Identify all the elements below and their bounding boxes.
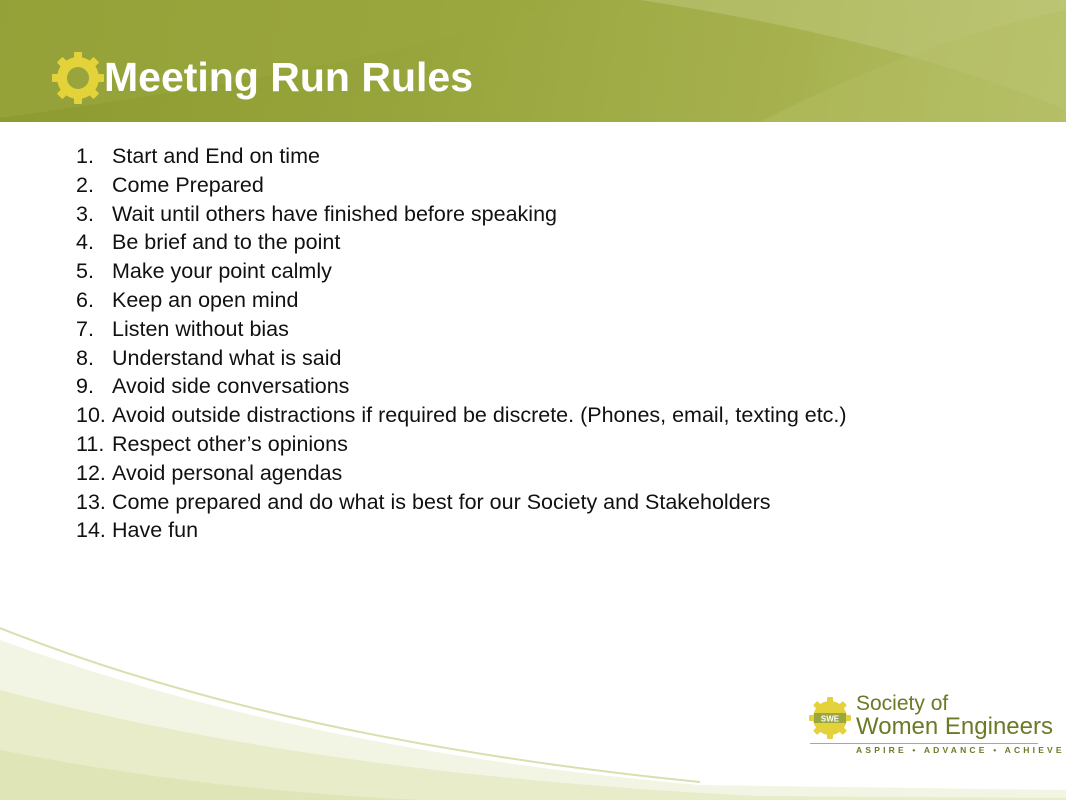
list-item [76, 516, 847, 545]
rule-number: 3. [76, 201, 94, 226]
rule-text: Respect other’s opinions [112, 431, 348, 456]
rule-number: 13. [76, 489, 106, 514]
rule-text: Come prepared and do what is best for our Society and Stakeholders [112, 489, 771, 514]
rule-number: 7. [76, 316, 94, 341]
list-item [76, 344, 847, 373]
list-item [76, 401, 847, 430]
rule-number: 14. [76, 518, 106, 543]
rules-list [76, 142, 847, 545]
list-item [76, 315, 847, 344]
rule-number: 9. [76, 374, 94, 399]
rule-number: 10. [76, 403, 106, 428]
gear-icon [50, 50, 106, 106]
rule-text: Listen without bias [112, 316, 289, 341]
list-item [76, 286, 847, 315]
rule-text: Come Prepared [112, 172, 264, 197]
logo-badge: SWE [820, 714, 840, 724]
rule-text: Avoid side conversations [112, 374, 350, 399]
list-item [76, 257, 847, 286]
rule-text: Wait until others have finished before speaking [112, 201, 557, 226]
swe-logo [808, 690, 1065, 760]
slide-title: Meeting Run Rules [104, 54, 474, 100]
rule-number: 11. [76, 431, 105, 456]
swe-gear-icon [808, 696, 852, 740]
list-item [76, 228, 847, 257]
rule-text: Have fun [112, 518, 199, 543]
list-item [76, 142, 847, 171]
list-item [76, 200, 847, 229]
rule-text: Make your point calmly [112, 259, 332, 284]
logo-line-2: Women Engineers [856, 713, 1053, 740]
rule-number: 1. [76, 144, 94, 168]
rule-number: 8. [76, 345, 94, 370]
list-item [76, 488, 847, 517]
rule-text: Avoid outside distractions if required be discrete. (Phones, email, texting etc.) [112, 403, 847, 428]
rule-text: Keep an open mind [112, 287, 299, 312]
rule-number: 5. [76, 259, 94, 284]
rule-text: Start and End on time [112, 144, 320, 168]
rule-text: Understand what is said [112, 345, 342, 370]
rule-number: 6. [76, 287, 94, 312]
rule-number: 12. [76, 460, 106, 485]
logo-tagline: ASPIRE • ADVANCE • ACHIEVE [856, 745, 1065, 755]
list-item [76, 372, 847, 401]
rule-number: 2. [76, 172, 94, 197]
rule-number: 4. [76, 230, 94, 255]
list-item [76, 171, 847, 200]
logo-line-1: Society of [856, 692, 949, 715]
list-item [76, 459, 847, 488]
rule-text: Be brief and to the point [112, 230, 341, 255]
list-item [76, 430, 847, 459]
rule-text: Avoid personal agendas [112, 460, 343, 485]
